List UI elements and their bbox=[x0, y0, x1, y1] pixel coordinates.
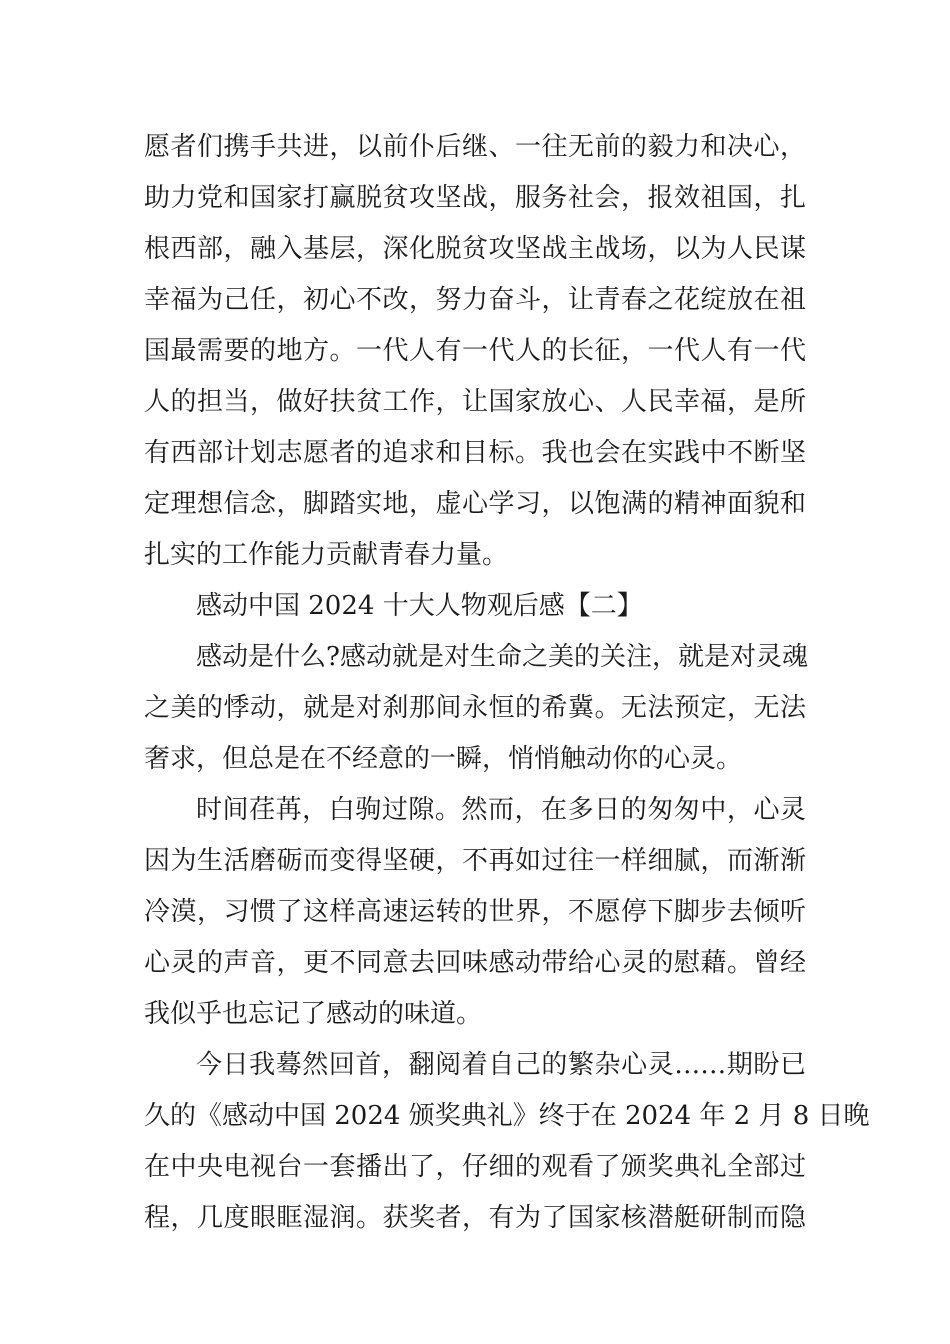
paragraph-first-line: 感动是什么?感动就是对生命之美的关注，就是对灵魂 bbox=[196, 642, 808, 672]
text-line: 冷漠，习惯了这样高速运转的世界，不愿停下脚步去倾听 bbox=[144, 897, 806, 927]
text-line: 扎实的工作能力贡献青春力量。 bbox=[144, 540, 509, 570]
text-line: 有西部计划志愿者的追求和目标。我也会在实践中不断坚 bbox=[144, 438, 806, 468]
text-line: 国最需要的地方。一代人有一代人的长征，一代人有一代 bbox=[144, 336, 806, 366]
text-line: 之美的悸动，就是对刹那间永恒的希冀。无法预定，无法 bbox=[144, 693, 806, 723]
document-body bbox=[144, 122, 870, 1244]
text-line: 助力党和国家打赢脱贫攻坚战，服务社会，报效祖国，扎 bbox=[144, 183, 806, 213]
text-line: 程，几度眼眶湿润。获奖者，有为了国家核潜艇研制而隐 bbox=[144, 1203, 806, 1233]
paragraph-first-line: 今日我蓦然回首，翻阅着自己的繁杂心灵……期盼已 bbox=[196, 1050, 806, 1080]
text-line: 愿者们携手共进，以前仆后继、一往无前的毅力和决心， bbox=[144, 132, 806, 162]
text-line: 奢求，但总是在不经意的一瞬，悄悄触动你的心灵。 bbox=[144, 744, 743, 774]
text-line: 因为生活磨砺而变得坚硬，不再如过往一样细腻，而渐渐 bbox=[144, 846, 806, 876]
text-line: 心灵的声音，更不同意去回味感动带给心灵的慰藉。曾经 bbox=[144, 948, 806, 978]
text-line: 定理想信念，脚踏实地，虚心学习，以饱满的精神面貌和 bbox=[144, 489, 806, 519]
text-line: 久的《感动中国 2024 颁奖典礼》终于在 2024 年 2 月 8 日晚 bbox=[144, 1101, 870, 1131]
text-line: 幸福为己任，初心不改，努力奋斗，让青春之花绽放在祖 bbox=[144, 285, 806, 315]
text-line: 根西部，融入基层，深化脱贫攻坚战主战场，以为人民谋 bbox=[144, 234, 806, 264]
text-line: 我似乎也忘记了感动的味道。 bbox=[144, 999, 483, 1029]
text-line: 人的担当，做好扶贫工作，让国家放心、人民幸福，是所 bbox=[144, 387, 806, 417]
text-line: 在中央电视台一套播出了，仔细的观看了颁奖典礼全部过 bbox=[144, 1152, 806, 1182]
section-heading: 感动中国 2024 十大人物观后感【二】 bbox=[196, 591, 643, 621]
paragraph-first-line: 时间荏苒，白驹过隙。然而，在多日的匆匆中，心灵 bbox=[196, 795, 806, 825]
